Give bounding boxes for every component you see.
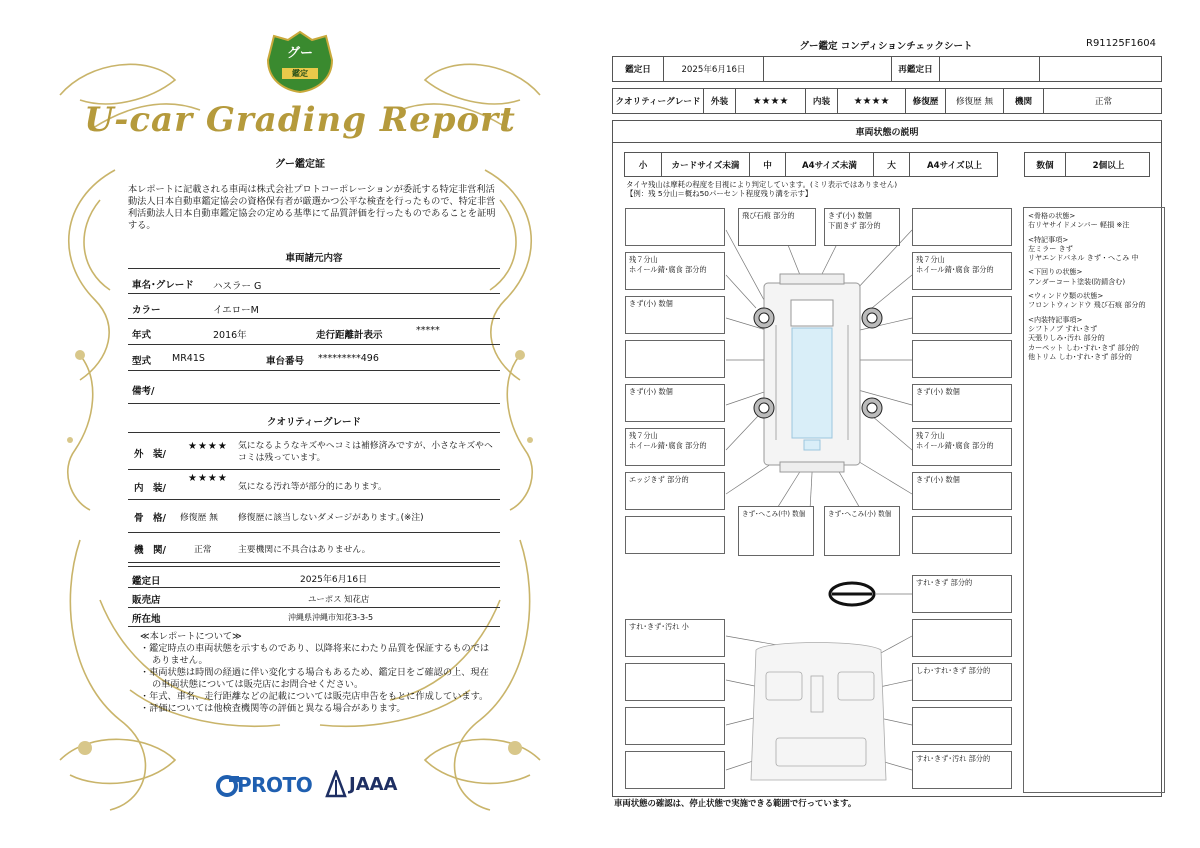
callout-box (912, 619, 1012, 657)
callout-box (625, 252, 725, 290)
grade-text: 主要機関に不具合はありません。 (238, 545, 371, 555)
callout-box (912, 575, 1012, 613)
callout-text: エッジきず 部分的 (629, 475, 689, 484)
callout-text: 飛び石痕 部分的 (742, 211, 795, 220)
remark-heading: <特記事項> (1028, 234, 1069, 244)
spec-row-color (128, 294, 500, 319)
spec-label: 車名･グレード (132, 280, 194, 291)
callout-box (625, 208, 725, 246)
spec-value: イエローM (213, 305, 259, 316)
remark-group (1028, 291, 1160, 310)
spec-value: *********496 (318, 353, 379, 364)
callout-text: 残７分山 (916, 431, 945, 440)
grade-label: 骨 格/ (134, 513, 166, 524)
spec-heading: 車両諸元内容 (285, 253, 343, 264)
footer-row-date (128, 566, 500, 588)
note-item: ・鑑定時点の車両状態を示すものであり、以降将来にわたり品質を保証するものではありません。 (140, 643, 490, 666)
remark-group (1028, 211, 1160, 230)
condition-check-sheet (606, 0, 1200, 848)
grade-heading: クオリティーグレード (266, 417, 362, 428)
spec-row-name (128, 268, 500, 294)
size-count: 数個 (1036, 160, 1054, 171)
grade-label: 外 装/ (134, 449, 166, 460)
callout-box (912, 516, 1012, 554)
grade-value: 修復歴 無 (180, 513, 218, 523)
grade-row-interior (128, 470, 500, 500)
callout-box (912, 296, 1012, 334)
callout-box (912, 340, 1012, 378)
remark-group (1028, 267, 1160, 286)
remark-group (1028, 315, 1160, 361)
callout-text: ホイール錆･腐食 部分的 (916, 440, 994, 450)
remark-line: アンダーコート塗装(防錆含む) (1028, 276, 1126, 286)
redate-label: 再鑑定日 (891, 57, 939, 81)
callout-box (824, 208, 900, 246)
badge-bottom-text: 鑑定 (292, 69, 308, 78)
grade-value: 正常 (194, 545, 212, 555)
callout-text: すれ･きず･汚れ 小 (629, 622, 689, 631)
callout-box (912, 428, 1012, 466)
callout-box (824, 506, 900, 556)
callout-box (738, 208, 816, 246)
callout-text: きず･へこみ(中) 数個 (742, 510, 806, 518)
callout-text: しわ･すれ･きず 部分的 (916, 666, 991, 675)
remark-line: カーペット しわ･すれ･きず 部分的 (1028, 342, 1139, 352)
size-count-desc: 2個以上 (1065, 153, 1151, 176)
spec-row-model (128, 345, 500, 371)
footer-row-address (128, 608, 500, 627)
spec-label: 型式 (132, 356, 152, 367)
certificate-intro: 本レポートに記載される車両は株式会社プロトコーポレーションが委託する特定非営利活動法人日本自動車鑑定協会の資格保有者が厳選かつ公平な検査を行ったもので、特定非営利活動法人日本自動車鑑定協会の定める基準にて品質評価を行ったものであることを証明する。 (128, 184, 496, 231)
callout-box (625, 707, 725, 745)
size-mid-desc: A4サイズ未満 (785, 153, 873, 176)
callout-text: きず(小) 数個 (828, 211, 872, 220)
callout-box (912, 707, 1012, 745)
spec-value: MR41S (172, 353, 205, 364)
callout-box (625, 384, 725, 422)
ext-label: 外装 (703, 89, 735, 113)
callout-box (912, 252, 1012, 290)
footer-label: 鑑定日 (132, 576, 161, 587)
int-label: 内装 (805, 89, 837, 113)
size-large: 大 (873, 153, 909, 176)
callout-box (912, 208, 1012, 246)
callout-text: 残７分山 (629, 255, 658, 264)
callout-box (738, 506, 814, 556)
callout-box (625, 751, 725, 789)
remark-heading: <下回りの状態> (1028, 267, 1083, 277)
size-large-desc: A4サイズ以上 (909, 153, 999, 176)
sheet-code: R91125F1604 (1086, 38, 1156, 49)
footer-label: 所在地 (132, 614, 161, 625)
sheet-title: グー鑑定 コンディションチェックシート (799, 41, 973, 52)
callout-box (912, 384, 1012, 422)
spec-value: ハスラー G (213, 281, 262, 292)
remark-heading: <骨格の状態> (1028, 211, 1076, 220)
callout-box (912, 663, 1012, 701)
remark-line: シフトノブ すれ･きず (1028, 323, 1098, 333)
note-item: ・年式、車名、走行距離などの記載については販売店申告をもとに作成しています。 (140, 691, 489, 702)
engine-label: 機関 (1003, 89, 1043, 113)
proto-logo-text: PROTO (237, 773, 313, 797)
callout-box (912, 751, 1012, 789)
grade-row-frame (128, 500, 500, 533)
spec-label: 年式 (132, 330, 152, 341)
repair-label: 修復歴 (905, 89, 945, 113)
steering-wheel-icon (830, 583, 874, 605)
footer-value: 沖縄県沖縄市知花3-3-5 (288, 613, 374, 622)
badge-top-text: グー (286, 46, 313, 61)
spec-row-year (128, 319, 500, 345)
callout-text: きず･へこみ(小) 数個 (828, 510, 892, 518)
spec-label: 車台番号 (266, 356, 305, 367)
size-small-desc: カードサイズ未満 (661, 153, 749, 176)
int-stars: ★★★★ (837, 89, 905, 113)
callout-text: きず(小) 数個 (916, 387, 960, 396)
spec-label: 走行距離計表示 (316, 330, 383, 341)
footer-label: 販売店 (132, 595, 161, 606)
note-item: ・車両状態は時間の経過に伴い変化する場合もあるため、鑑定日をご確認の上、現在の車両状態については販売店にお問合せください。 (140, 667, 489, 690)
footer-logos (215, 770, 415, 800)
remark-group (1028, 235, 1160, 263)
note-item: ・評価については他検査機関等の評価と異なる場合があります。 (140, 703, 406, 714)
jaaa-logo-icon (325, 770, 347, 798)
interior-stars: ★★★★ (188, 473, 228, 484)
repair-value: 修復歴 無 (945, 89, 1003, 113)
callout-text: ホイール錆･腐食 部分的 (629, 440, 707, 450)
notes-title: ≪本レポートについて≫ (140, 631, 242, 642)
callout-text: 残７分山 (916, 255, 945, 264)
grade-label: 機 関/ (134, 545, 166, 556)
tire-note-1: タイヤ残山は摩耗の程度を目視により判定しています。(ミリ表示ではありません) (626, 180, 898, 189)
footer-note: 車両状態の確認は、停止状態で実施できる範囲で行っています。 (614, 798, 857, 808)
footer-value: 2025年6月16日 (300, 575, 368, 585)
car-top-view-icon (764, 274, 860, 472)
grade-text: 気になる汚れ等が部分的にあります。 (238, 482, 387, 492)
goo-kantei-badge-icon (268, 32, 332, 92)
callout-text: すれ･きず･汚れ 部分的 (916, 754, 991, 763)
grade-text: 修復歴に該当しないダメージがあります｡(※注) (238, 513, 424, 523)
remark-line: 他トリム しわ･すれ･きず 部分的 (1028, 351, 1132, 361)
tire-note-2: 【例：残 5分山＝概ね50パーセント程度残り溝を示す】 (626, 189, 813, 198)
report-notes (140, 631, 490, 715)
grade-row-exterior (128, 432, 500, 470)
callout-text: 残７分山 (629, 431, 658, 440)
callout-text: 下面きず 部分的 (828, 220, 881, 230)
footer-value: ユーポス 知花店 (308, 594, 370, 604)
remark-line: 左ミラー きず (1028, 243, 1073, 253)
date-value: 2025年6月16日 (663, 57, 763, 81)
remark-line: 右リヤサイドメンバー 軽損 ※注 (1028, 220, 1130, 230)
footer-row-shop (128, 588, 500, 608)
jaaa-logo-text: JAAA (349, 774, 398, 795)
remark-heading: <ウィンドウ類の状態> (1028, 291, 1104, 301)
callout-text: きず(小) 数個 (629, 387, 673, 396)
spec-row-remarks (128, 371, 500, 404)
exterior-stars: ★★★★ (188, 441, 228, 452)
engine-value: 正常 (1043, 89, 1163, 113)
remark-heading: <内装特記事項> (1028, 314, 1083, 324)
callout-text: ホイール錆･腐食 部分的 (916, 264, 994, 274)
remark-line: 天張りしみ･汚れ 部分的 (1028, 333, 1105, 343)
remark-line: リヤエンドパネル きず・へこみ 中 (1028, 253, 1139, 263)
callout-box (625, 619, 725, 657)
grade-row-engine (128, 533, 500, 563)
callout-box (625, 472, 725, 510)
callout-box (625, 296, 725, 334)
condition-remarks-panel (1023, 207, 1165, 793)
callout-text: すれ･きず 部分的 (916, 578, 973, 587)
callout-text: ホイール錆･腐食 部分的 (629, 264, 707, 274)
certificate-subtitle: グー鑑定証 (275, 159, 325, 170)
report-title: U-car Grading Report (84, 100, 516, 140)
date-label: 鑑定日 (625, 65, 651, 75)
callout-box (625, 663, 725, 701)
spec-value: 2016年 (213, 330, 247, 341)
remark-line: フロントウィンドウ 飛び石痕 部分的 (1028, 300, 1146, 310)
grade-label: 内 装/ (134, 483, 166, 494)
callout-box (912, 472, 1012, 510)
grade-text: 気になるようなキズやヘコミは補修済みですが、小さなキズやヘコミは残っています。 (238, 441, 493, 463)
spec-label: 備考/ (132, 386, 155, 397)
car-interior-icon (751, 643, 886, 781)
callout-text: きず(小) 数個 (916, 475, 960, 484)
ext-stars: ★★★★ (735, 89, 805, 113)
spec-value: ***** (416, 325, 440, 336)
size-mid: 中 (749, 153, 785, 176)
spec-label: カラー (132, 305, 161, 316)
state-heading: 車両状態の説明 (613, 121, 1161, 143)
callout-text: きず(小) 数個 (629, 299, 673, 308)
callout-box (625, 340, 725, 378)
callout-box (625, 428, 725, 466)
callout-box (625, 516, 725, 554)
size-small: 小 (638, 160, 648, 171)
grade-label: クオリティーグレード (615, 97, 701, 107)
